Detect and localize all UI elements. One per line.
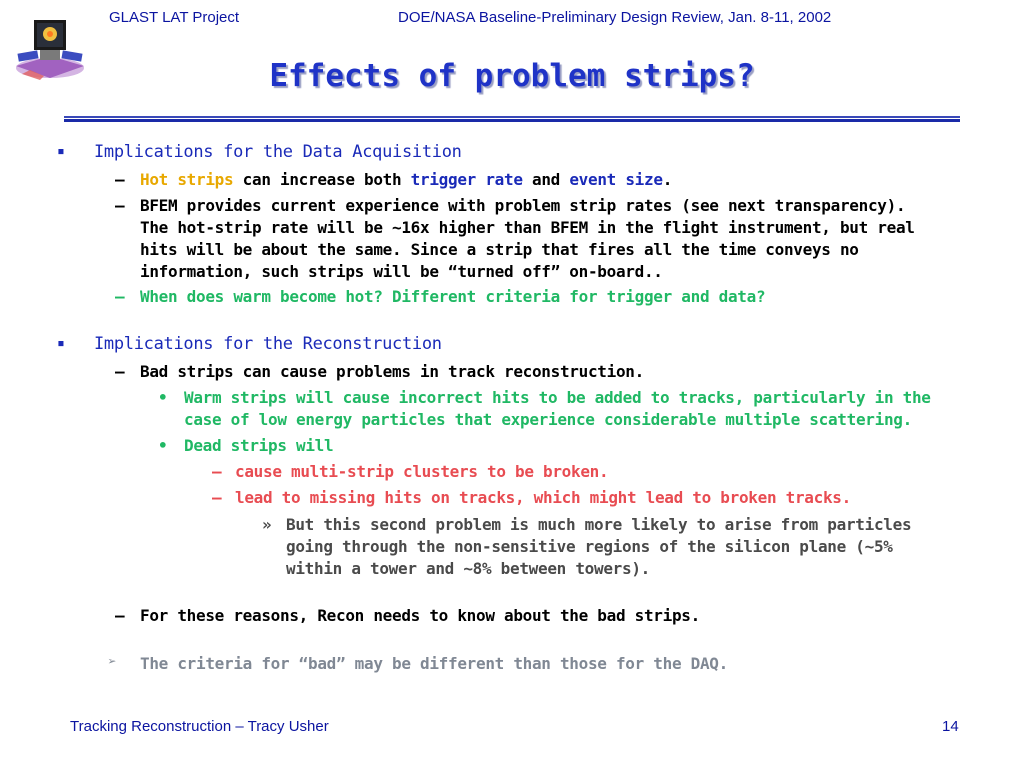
dash-marker: – [115, 196, 125, 215]
header-review: DOE/NASA Baseline-Preliminary Design Review, Jan. 8-11, 2002 [398, 9, 832, 26]
sub-bfem-line-4: information, such strips will be “turned off” on-board.. [140, 262, 663, 281]
title-divider [64, 116, 960, 122]
dash-marker: – [212, 488, 222, 507]
dot-marker: • [158, 388, 168, 407]
sub-bad-strips: Bad strips can cause problems in track reconstruction. [140, 362, 644, 381]
sub-missing-hits: lead to missing hits on tracks, which might lead to broken tracks. [235, 488, 851, 507]
bullet-marker: ▪ [57, 144, 65, 159]
footer-author: Tracking Reconstruction – Tracy Usher [70, 718, 329, 735]
sub-second-problem-line-3: within a tower and ~8% between towers). [286, 559, 650, 578]
bullet-marker: ▪ [57, 336, 65, 351]
sub-multistrip-clusters: cause multi-strip clusters to be broken. [235, 462, 609, 481]
dash-marker: – [115, 606, 125, 625]
text-trigger-rate: trigger rate [410, 170, 523, 189]
sub-warm-vs-hot: When does warm become hot? Different criteria for trigger and data? [140, 287, 766, 306]
page-number: 14 [942, 718, 959, 735]
dash-marker: – [115, 362, 125, 381]
sub-warm-strips-line-2: case of low energy particles that experience considerable multiple scattering. [184, 410, 912, 429]
dash-marker: – [115, 170, 125, 189]
dash-marker: – [115, 287, 125, 306]
sub-warm-strips-line-1: Warm strips will cause incorrect hits to be added to tracks, particularly in the [184, 388, 931, 407]
sub-bfem-line-2: The hot-strip rate will be ~16x higher than BFEM in the flight instrument, but real [140, 218, 915, 237]
sub-dead-strips: Dead strips will [184, 436, 334, 455]
sub-bfem-line-1: BFEM provides current experience with problem strip rates (see next transparency). [140, 196, 906, 215]
sub-hot-strips: Hot strips can increase both trigger rate and event size. [140, 170, 673, 189]
sub-recon-needs: For these reasons, Recon needs to know about the bad strips. [140, 606, 700, 625]
text-event-size: event size [569, 170, 663, 189]
sub-criteria-bad: The criteria for “bad” may be different than those for the DAQ. [140, 654, 728, 673]
dot-marker: • [158, 436, 168, 455]
bullet-data-acquisition: Implications for the Data Acquisition [94, 142, 462, 162]
bullet-reconstruction: Implications for the Reconstruction [94, 334, 442, 354]
sub-second-problem-line-2: going through the non-sensitive regions of the silicon plane (~5% [286, 537, 893, 556]
slide-title: Effects of problem strips? [269, 58, 755, 94]
dash-marker: – [212, 462, 222, 481]
arrow-marker-icon: ➢ [108, 654, 117, 670]
sub-second-problem-line-1: But this second problem is much more likely to arise from particles [286, 515, 912, 534]
sub-bfem-line-3: hits will be about the same. Since a strip that fires all the time conveys no [140, 240, 859, 259]
chevron-marker: » [262, 515, 272, 534]
header-project: GLAST LAT Project [109, 9, 240, 26]
text-hot-strips: Hot strips [140, 170, 234, 189]
